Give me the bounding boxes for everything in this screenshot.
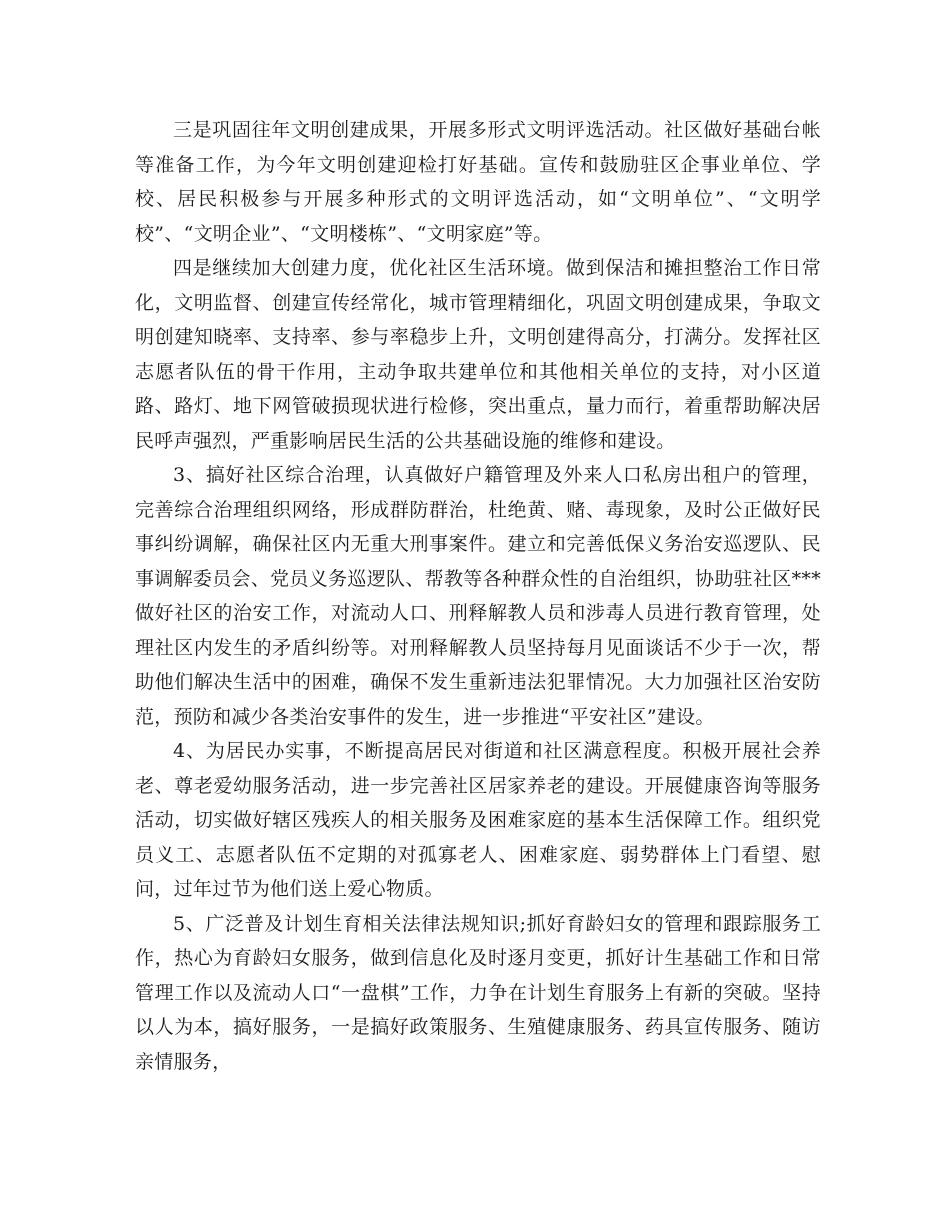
paragraph-civilization-appraisal: 三是巩固往年文明创建成果，开展多形式文明评选活动。社区做好基础台帐等准备工作，为今年文明创建迎检打好基础。宣传和鼓励驻区企事业单位、学校、居民积极参与开展多种形式的文明评选活动，如“文明单位”、“文明学校”、“文明企业”、“文明楼栋”、“文明家庭”等。 [135,119,821,245]
paragraph-community-environment: 四是继续加大创建力度，优化社区生活环境。做到保洁和摊担整治工作日常化，文明监督、创建宣传经常化，城市管理精细化，巩固文明创建成果，争取文明创建知晓率、支持率、参与率稳步上升，文明创建得高分，打满分。发挥社区志愿者队伍的骨干作用，主动争取共建单位和其他相关单位的支持，对小区道路、路灯、地下网管破损现状进行检修，突出重点，量力而行，着重帮助解决居民呼声强烈，严重影响居民生活的公共基础设施的维修和建设。 [135,257,821,452]
paragraph-family-planning: 5、广泛普及计划生育相关法律法规知识;抓好育龄妇女的管理和跟踪服务工作，热心为育龄妇女服务，做到信息化及时逐月变更，抓好计生基础工作和日常管理工作以及流动人口“一盘棋”工作，力争在计划生育服务上有新的突破。坚持以人为本，搞好服务，一是搞好政策服务、生殖健康服务、药具宣传服务、随访亲情服务， [135,912,821,1073]
paragraph-comprehensive-governance: 3、搞好社区综合治理，认真做好户籍管理及外来人口私房出租户的管理，完善综合治理组织网络，形成群防群治，杜绝黄、赌、毒现象，及时公正做好民事纠纷调解，确保社区内无重大刑事案件。建立和完善低保义务治安巡逻队、民事调解委员会、党员义务巡逻队、帮教等各种群众性的自治组织，协助驻社区***做好社区的治安工作，对流动人口、刑释解教人员和涉毒人员进行教育管理，处理社区内发生的矛盾纠纷等。对刑释解教人员坚持每月见面谈话不少于一次，帮助他们解决生活中的困难，确保不发生重新违法犯罪情况。大力加强社区治安防范，预防和减少各类治安事件的发生，进一步推进“平安社区”建设。 [135,464,821,728]
document-body [135,113,821,1079]
paragraph-resident-services: 4、为居民办实事，不断提高居民对街道和社区满意程度。积极开展社会养老、尊老爱幼服务活动，进一步完善社区居家养老的建设。开展健康咨询等服务活动，切实做好辖区残疾人的相关服务及困难家庭的基本生活保障工作。组织党员义工、志愿者队伍不定期的对孤寡老人、困难家庭、弱势群体上门看望、慰问，过年过节为他们送上爱心物质。 [135,740,821,900]
